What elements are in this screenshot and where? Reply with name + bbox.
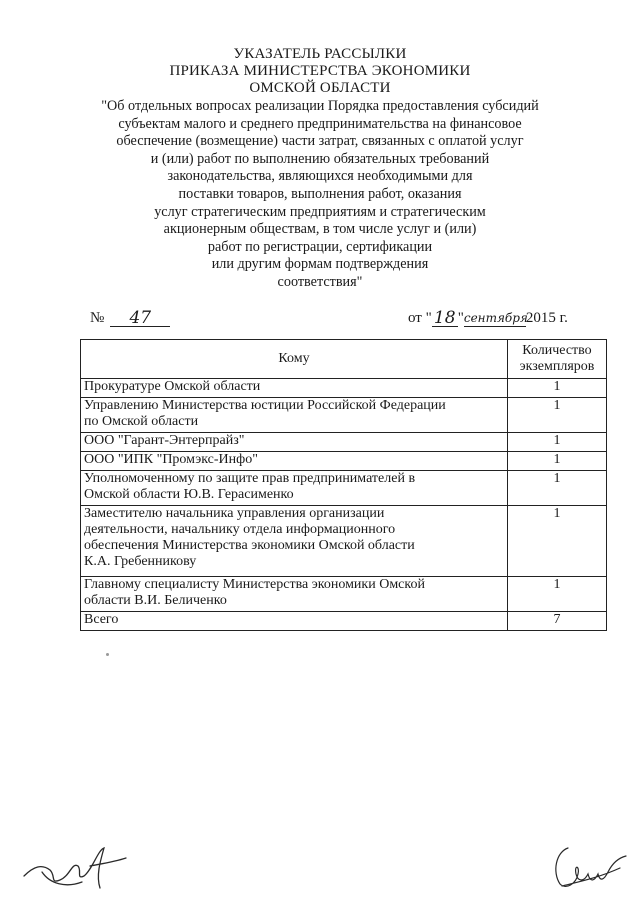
- total-value: 7: [508, 612, 607, 631]
- count-cell: 1: [508, 433, 607, 452]
- subject-line: или другим формам подтверждения: [211, 256, 429, 273]
- table-total-row: [81, 612, 607, 631]
- count-cell: 1: [508, 471, 607, 506]
- table-row: [81, 471, 607, 506]
- table-row: [81, 452, 607, 471]
- table-row: [81, 433, 607, 452]
- distribution-table: [80, 339, 607, 631]
- table-row: [81, 398, 607, 433]
- subject-line: поставки товаров, выполнения работ, оказания: [178, 185, 462, 202]
- recipient-cell: Управлению Министерства юстиции Российской Федерации по Омской области: [81, 398, 508, 433]
- date-prefix: от ": [408, 310, 432, 326]
- scan-speck: [106, 653, 109, 656]
- date-year: 2015 г.: [525, 310, 568, 326]
- count-cell: 1: [508, 379, 607, 398]
- subject-line: соответствия": [277, 273, 363, 290]
- order-number: [90, 310, 170, 327]
- count-cell: 1: [508, 398, 607, 433]
- recipient-cell: Уполномоченному по защите прав предпринимателей в Омской области Ю.В. Герасименко: [81, 471, 508, 506]
- date-mid: ": [457, 310, 464, 326]
- count-cell: 1: [508, 577, 607, 612]
- recipient-cell: Заместителю начальника управления организации деятельности, начальнику отдела информационного обеспечения Министерства экономики Омской области К.А. Гребенникову: [81, 506, 508, 577]
- number-value: 47: [110, 310, 170, 327]
- subject-line: работ по регистрации, сертификации: [207, 238, 433, 255]
- order-date: [408, 310, 568, 327]
- table-row: [81, 506, 607, 577]
- table-header-row: [81, 340, 607, 379]
- column-header-recipient: Кому: [81, 340, 508, 379]
- date-month: сентября: [463, 311, 528, 325]
- title-line-3: ОМСКОЙ ОБЛАСТИ: [249, 80, 391, 96]
- subject-line: субъектам малого и среднего предпринимательства на финансовое: [118, 115, 522, 132]
- signature-right: [548, 838, 632, 894]
- table-row: [81, 577, 607, 612]
- subject-line: услуг стратегическим предприятиям и стратегическим: [154, 203, 486, 220]
- signature-left: [20, 836, 130, 896]
- subject-line: акционерным обществам, в том числе услуг и (или): [163, 221, 477, 238]
- order-subject: [60, 98, 580, 292]
- recipient-cell: Главному специалисту Министерства экономики Омской области В.И. Беличенко: [81, 577, 508, 612]
- recipient-cell: ООО "ИПК "Промэкс-Инфо": [81, 452, 508, 471]
- column-header-count: Количество экземпляров: [508, 340, 607, 379]
- document-header: [60, 46, 580, 292]
- table-row: [81, 379, 607, 398]
- title-line-1: УКАЗАТЕЛЬ РАССЫЛКИ: [233, 46, 407, 62]
- count-cell: 1: [508, 452, 607, 471]
- recipient-cell: ООО "Гарант-Энтерпрайз": [81, 433, 508, 452]
- date-day: 18: [432, 310, 458, 327]
- subject-line: обеспечение (возмещение) части затрат, связанных с оплатой услуг: [116, 133, 524, 150]
- number-label: №: [90, 310, 105, 326]
- title-line-2: ПРИКАЗА МИНИСТЕРСТВА ЭКОНОМИКИ: [169, 63, 471, 79]
- subject-line: законодательства, являющихся необходимыми для: [167, 168, 473, 185]
- subject-line: и (или) работ по выполнению обязательных требований: [150, 150, 490, 167]
- recipient-cell: Прокуратуре Омской области: [81, 379, 508, 398]
- count-cell: 1: [508, 506, 607, 577]
- total-label: Всего: [81, 612, 508, 631]
- subject-line: "Об отдельных вопросах реализации Порядка предоставления субсидий: [101, 98, 539, 114]
